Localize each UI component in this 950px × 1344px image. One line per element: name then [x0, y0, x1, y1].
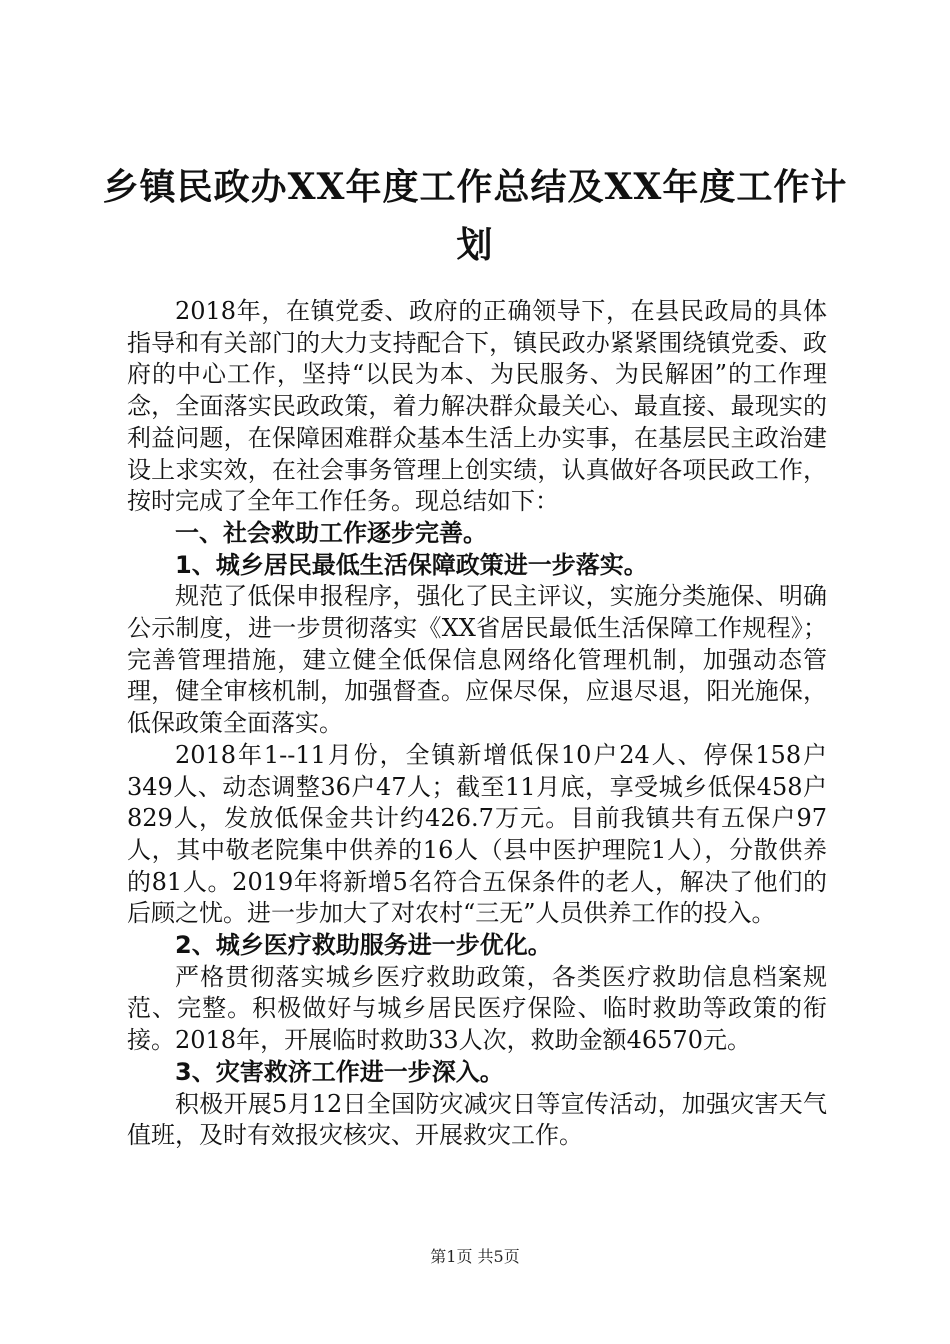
subsection-heading-2: 2、城乡医疗救助服务进一步优化。: [175, 931, 552, 960]
subsection-1-paragraph-2: 2018年1--11月份，全镇新增低保10户24人、停保158户349人、动态调整36户47人；截至11月底，享受城乡低保458户829人，发放低保金共计约426.7万元。目前我镇共有五保户97人，其中敬老院集中供养的16人（县中医护理院1人），分散供养的81人。2019年将新增5名符合五保条件的老人，解决了他们的后顾之忧。进一步加大了对农村“三无”人员供养工作的投入。: [127, 740, 827, 928]
subsection-1-paragraph-1: 规范了低保申报程序，强化了民主评议，实施分类施保、明确公示制度，进一步贯彻落实《XX省居民最低生活保障工作规程》；完善管理措施，建立健全低保信息网络化管理机制，加强动态管理，健全审核机制，加强督查。应保尽保，应退尽退，阳光施保，低保政策全面落实。: [127, 582, 827, 738]
page-footer: 第1页 共5页: [430, 1247, 520, 1266]
subsection-3-paragraph: 积极开展5月12日全国防灾减灾日等宣传活动，加强灾害天气值班，及时有效报灾核灾、开展救灾工作。: [127, 1089, 827, 1150]
section-heading-1: 一、社会救助工作逐步完善。: [175, 518, 487, 547]
subsection-heading-3: 3、灾害救济工作进一步深入。: [175, 1057, 504, 1086]
subsection-heading-1: 1、城乡居民最低生活保障政策进一步落实。: [175, 550, 648, 579]
subsection-2-paragraph: 严格贯彻落实城乡医疗救助政策，各类医疗救助信息档案规范、完整。积极做好与城乡居民医疗保险、临时救助等政策的衔接。2018年，开展临时救助33人次，救助金额46570元。: [127, 962, 827, 1055]
document-title: 乡镇民政办XX年度工作总结及XX年度工作计划: [102, 166, 848, 266]
intro-paragraph: 2018年，在镇党委、政府的正确领导下，在县民政局的具体指导和有关部门的大力支持配合下，镇民政办紧紧围绕镇党委、政府的中心工作，坚持“以民为本、为民服务、为民解困”的工作理念，全面落实民政政策，着力解决群众最关心、最直接、最现实的利益问题，在保障困难群众基本生活上办实事，在基层民主政治建设上求实效，在社会事务管理上创实绩，认真做好各项民政工作，按时完成了全年工作任务。现总结如下：: [127, 297, 827, 516]
document-body: [127, 296, 827, 1152]
